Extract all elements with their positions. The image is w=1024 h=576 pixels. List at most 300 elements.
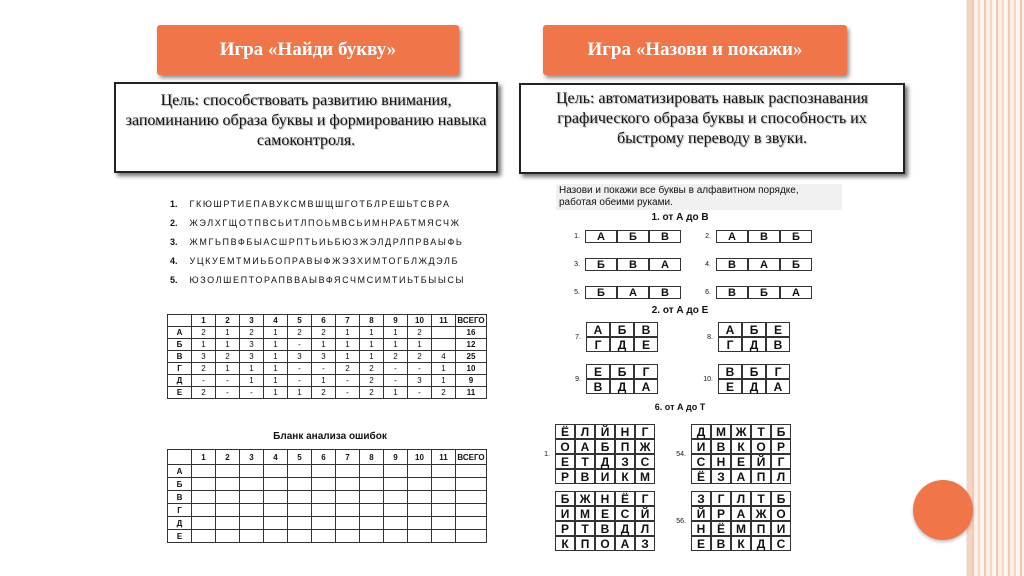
letter-cell: А [748, 258, 780, 271]
letter-row [170, 199, 451, 209]
letter-cell: Й [595, 424, 615, 439]
blank-cell [264, 491, 288, 504]
letter-cell: Г [766, 364, 790, 379]
group-label: 10. [703, 375, 713, 383]
blank-cell [408, 530, 432, 543]
group-label: 1. [544, 450, 550, 458]
blank-cell [264, 465, 288, 478]
letter-cell: Ж [751, 506, 771, 521]
stats-cell: А [168, 327, 192, 339]
letter-cell: З [691, 491, 711, 506]
stats-cell: 1 [264, 363, 288, 375]
letter-cell: Т [575, 521, 595, 536]
stats-cell: - [240, 387, 264, 399]
group-cells [585, 258, 681, 271]
group-grid [691, 424, 791, 484]
letter-cell: Р [555, 469, 575, 484]
letter-cell: Й [691, 506, 711, 521]
blank-cell [456, 491, 487, 504]
letter-cell: В [634, 322, 658, 337]
stats-header-cell: 4 [264, 315, 288, 327]
blank-header-cell: 4 [264, 450, 288, 465]
blank-cell [240, 517, 264, 530]
group-grid [691, 491, 791, 551]
letter-cell: Б [555, 491, 575, 506]
blank-cell [408, 491, 432, 504]
blank-cell [360, 517, 384, 530]
stats-cell: - [216, 387, 240, 399]
letter-row [170, 275, 465, 285]
letter-group-1 [697, 258, 812, 271]
blank-cell [288, 491, 312, 504]
letter-cell: С [771, 536, 791, 551]
letter-cell: Д [751, 536, 771, 551]
blank-cell [456, 504, 487, 517]
blank-cell [360, 478, 384, 491]
letter-cell: С [691, 454, 711, 469]
stats-cell: 1 [360, 339, 384, 351]
blank-cell [336, 504, 360, 517]
stats-cell: 2 [192, 363, 216, 375]
blank-cell [336, 517, 360, 530]
blank-cell [384, 517, 408, 530]
blank-cell [312, 504, 336, 517]
stats-cell: 3 [240, 351, 264, 363]
blank-header-cell: 3 [240, 450, 264, 465]
letter-cell: Н [615, 424, 635, 439]
stats-cell: 2 [432, 387, 456, 399]
letter-cell: Ж [635, 439, 655, 454]
stats-cell: 2 [312, 387, 336, 399]
letter-cell: М [575, 506, 595, 521]
blank-cell [360, 491, 384, 504]
stats-cell: 1 [264, 387, 288, 399]
stats-cell: - [336, 387, 360, 399]
stats-cell: 2 [288, 327, 312, 339]
stats-cell: 1 [336, 327, 360, 339]
blank-cell [384, 465, 408, 478]
blank-cell [264, 504, 288, 517]
letter-cell: Г [771, 454, 791, 469]
letter-cell: В [586, 379, 610, 394]
stats-cell: 2 [336, 363, 360, 375]
letter-cell: А [617, 286, 649, 299]
letter-cell: В [617, 258, 649, 271]
stats-cell: В [168, 351, 192, 363]
blank-cell [384, 491, 408, 504]
letter-cell: В [718, 364, 742, 379]
stats-cell: 1 [384, 387, 408, 399]
stats-cell: 3 [288, 351, 312, 363]
letter-row [170, 256, 459, 266]
blank-header-cell: 2 [216, 450, 240, 465]
letter-cell: К [615, 469, 635, 484]
stats-cell: 1 [312, 339, 336, 351]
stats-cell: 1 [408, 339, 432, 351]
stats-cell: 11 [456, 387, 487, 399]
stats-row [168, 375, 487, 387]
blank-cell [288, 517, 312, 530]
blank-header-cell: 7 [336, 450, 360, 465]
stats-cell: - [384, 375, 408, 387]
letter-cell: Г [635, 424, 655, 439]
right-title-text: Игра «Назови и покажи» [587, 39, 803, 60]
blank-row-label: А [168, 465, 192, 478]
blank-row [168, 491, 487, 504]
blank-row [168, 530, 487, 543]
blank-header-cell: 8 [360, 450, 384, 465]
group-label: 7. [575, 333, 581, 341]
letter-cell: И [691, 439, 711, 454]
letter-cell: В [649, 230, 681, 243]
stats-cell: 1 [288, 387, 312, 399]
group-grid [555, 424, 655, 484]
letter-cell: Р [771, 439, 791, 454]
letter-group-3 [672, 491, 791, 551]
group-cells [716, 230, 812, 243]
stats-cell: 2 [192, 327, 216, 339]
letter-cell: В [575, 469, 595, 484]
stats-header-cell: 1 [192, 315, 216, 327]
blank-cell [408, 478, 432, 491]
blank-row-label: Е [168, 530, 192, 543]
letter-cell: К [731, 536, 751, 551]
letter-cell: Й [751, 454, 771, 469]
stats-cell: 1 [216, 327, 240, 339]
letter-cell: Е [634, 337, 658, 352]
group-cells [716, 258, 812, 271]
letter-cell: Ё [615, 491, 635, 506]
row-letters: ЖЭЛХГЩОТПВСЬИТЛПОЬМВСЬИМНРАБТМЯСЧЖ [189, 218, 461, 228]
group-label: 54. [676, 450, 686, 458]
letter-cell: А [731, 506, 751, 521]
blank-cell [216, 530, 240, 543]
letter-group-1 [697, 286, 812, 299]
blank-cell [360, 504, 384, 517]
letter-cell: В [595, 521, 615, 536]
blank-row-label: Г [168, 504, 192, 517]
letter-cell: Б [610, 364, 634, 379]
stats-header-cell: 2 [216, 315, 240, 327]
stats-cell: - [288, 375, 312, 387]
blank-cell [432, 517, 456, 530]
letter-cell: А [766, 379, 790, 394]
letter-cell: М [731, 521, 751, 536]
section-1: 1. от А до В [651, 212, 709, 223]
row-number: 3. [170, 237, 178, 247]
blank-header-cell: ВСЕГО [456, 450, 487, 465]
blank-cell [456, 478, 487, 491]
row-letters: ГКЮШРТИЕПАВУКСМВШЩШГОТБЛРЕШЬТСВРА [189, 199, 451, 209]
row-number: 4. [170, 256, 178, 266]
blank-header-cell: 10 [408, 450, 432, 465]
letter-group-3 [536, 491, 655, 551]
blank-cell [288, 478, 312, 491]
letter-cell: А [634, 379, 658, 394]
letter-cell: П [751, 469, 771, 484]
stats-cell: 1 [240, 375, 264, 387]
letter-row [170, 237, 463, 247]
stats-cell: 1 [312, 375, 336, 387]
letter-cell: Г [586, 337, 610, 352]
letter-cell: И [771, 521, 791, 536]
letter-row [170, 218, 461, 228]
letter-cell: В [716, 286, 748, 299]
blank-cell [264, 530, 288, 543]
blank-cell [360, 530, 384, 543]
nav-circle-button[interactable] [913, 480, 973, 540]
letter-group-2 [699, 322, 790, 352]
group-label: 9. [575, 375, 581, 383]
blank-cell [216, 504, 240, 517]
group-grid [718, 364, 790, 394]
instruction: Назови и покажи все буквы в алфавитном порядке, работая обеими руками. [556, 184, 842, 210]
stats-row [168, 387, 487, 399]
stats-cell: 2 [384, 351, 408, 363]
blank-table [167, 449, 487, 543]
decor-stripes [972, 0, 1024, 576]
letter-cell: Б [610, 322, 634, 337]
letter-cell: Е [586, 364, 610, 379]
blank-cell [432, 465, 456, 478]
letter-cell: А [731, 469, 751, 484]
stats-cell: - [408, 363, 432, 375]
letter-cell: Ё [555, 424, 575, 439]
letter-cell: Б [742, 364, 766, 379]
stats-row [168, 363, 487, 375]
stats-cell: 1 [264, 351, 288, 363]
blank-cell [216, 517, 240, 530]
blank-header-cell: 5 [288, 450, 312, 465]
blank-cell [336, 478, 360, 491]
letter-cell: П [575, 536, 595, 551]
group-label: 1. [574, 233, 580, 240]
group-label: 8. [707, 333, 713, 341]
blank-row [168, 517, 487, 530]
letter-cell: Т [575, 454, 595, 469]
blank-cell [408, 517, 432, 530]
stats-cell: 2 [216, 351, 240, 363]
letter-cell: Г [718, 337, 742, 352]
stats-cell: 3 [240, 339, 264, 351]
letter-cell: Й [635, 506, 655, 521]
blank-cell [456, 530, 487, 543]
blank-header-cell: 9 [384, 450, 408, 465]
stats-cell: 2 [360, 375, 384, 387]
letter-cell: В [748, 230, 780, 243]
letter-group-2 [567, 364, 658, 394]
stats-cell: 1 [264, 327, 288, 339]
stats-cell: 16 [456, 327, 487, 339]
letter-group-1 [566, 230, 681, 243]
stats-table [167, 314, 487, 399]
group-cells [585, 230, 681, 243]
stats-cell: 12 [456, 339, 487, 351]
group-grid [555, 491, 655, 551]
letter-cell: Б [585, 286, 617, 299]
letter-cell: Е [595, 506, 615, 521]
letter-cell: М [711, 424, 731, 439]
letter-cell: Д [742, 379, 766, 394]
letter-cell: С [635, 454, 655, 469]
blank-cell [264, 478, 288, 491]
letter-group-1 [566, 258, 681, 271]
group-label: 4. [705, 261, 711, 268]
letter-cell: Г [635, 491, 655, 506]
blank-cell [456, 465, 487, 478]
letter-cell: В [711, 536, 731, 551]
letter-cell: Р [555, 521, 575, 536]
left-title-text: Игра «Найди букву» [219, 39, 397, 60]
letter-cell: О [751, 439, 771, 454]
stats-cell: 1 [360, 327, 384, 339]
group-grid [718, 322, 790, 352]
left-title [157, 25, 459, 75]
letter-cell: Б [771, 424, 791, 439]
group-label: 3. [574, 261, 580, 268]
blank-row [168, 465, 487, 478]
blank-cell [432, 504, 456, 517]
letter-cell: О [595, 536, 615, 551]
letter-cell: Д [742, 337, 766, 352]
letter-cell: О [771, 506, 791, 521]
letter-cell: Н [711, 454, 731, 469]
stats-cell: 2 [312, 327, 336, 339]
letter-cell: Б [742, 322, 766, 337]
letter-cell: Л [731, 491, 751, 506]
letter-cell: Т [751, 491, 771, 506]
stats-cell: - [312, 363, 336, 375]
stats-cell: Е [168, 387, 192, 399]
blank-header-cell: 1 [192, 450, 216, 465]
letter-group-1 [566, 286, 681, 299]
letter-cell: Т [751, 424, 771, 439]
letter-cell: З [711, 469, 731, 484]
letter-cell: Б [595, 439, 615, 454]
blank-cell [432, 530, 456, 543]
letter-group-2 [699, 364, 790, 394]
blank-cell [312, 491, 336, 504]
stats-cell: 1 [216, 339, 240, 351]
group-label: 5. [574, 289, 580, 296]
stats-cell: 1 [432, 375, 456, 387]
letter-cell: Д [610, 337, 634, 352]
stats-cell: Г [168, 363, 192, 375]
stats-cell: 1 [336, 351, 360, 363]
stats-header-cell: 10 [408, 315, 432, 327]
stats-row [168, 351, 487, 363]
blank-cell [408, 465, 432, 478]
stats-cell: 3 [192, 351, 216, 363]
group-cells [716, 286, 812, 299]
letter-cell: Ж [575, 491, 595, 506]
stats-cell: 1 [216, 363, 240, 375]
blank-cell [240, 478, 264, 491]
letter-cell: М [635, 469, 655, 484]
blank-cell [192, 504, 216, 517]
blank-cell [384, 530, 408, 543]
stats-header-cell: 7 [336, 315, 360, 327]
letter-cell: Д [595, 454, 615, 469]
right-title [543, 25, 847, 75]
letter-cell: Е [691, 536, 711, 551]
letter-cell: Е [555, 454, 575, 469]
blank-header-cell [168, 450, 192, 465]
letter-cell: Д [610, 379, 634, 394]
letter-cell: Н [595, 491, 615, 506]
letter-group-2 [567, 322, 658, 352]
blank-cell [192, 491, 216, 504]
stats-header-cell [168, 315, 192, 327]
letter-cell: А [615, 536, 635, 551]
stats-cell: 2 [360, 363, 384, 375]
letter-cell: С [615, 506, 635, 521]
right-goal: Цель: автоматизировать навык распознавания графического образа буквы и способность их быстрому переводу в звуки. [519, 83, 905, 174]
letter-cell: Г [634, 364, 658, 379]
stats-header-cell: 8 [360, 315, 384, 327]
blank-cell [336, 491, 360, 504]
group-grid [586, 364, 658, 394]
stats-row [168, 327, 487, 339]
stats-cell: Д [168, 375, 192, 387]
letter-cell: А [718, 322, 742, 337]
stats-header-cell: 11 [432, 315, 456, 327]
letter-cell: Н [691, 521, 711, 536]
blank-cell [240, 491, 264, 504]
blank-cell [216, 491, 240, 504]
letter-group-3 [672, 424, 791, 484]
stats-cell: 2 [408, 351, 432, 363]
blank-cell [360, 465, 384, 478]
stats-cell: 3 [312, 351, 336, 363]
letter-cell: Е [718, 379, 742, 394]
letter-cell: Б [780, 230, 812, 243]
letter-cell: Р [711, 506, 731, 521]
letter-cell: З [635, 536, 655, 551]
blank-cell [240, 504, 264, 517]
letter-cell: Б [748, 286, 780, 299]
blank-cell [312, 517, 336, 530]
letter-cell: В [649, 286, 681, 299]
letter-group-3 [536, 424, 655, 484]
stats-cell: 2 [360, 387, 384, 399]
blank-cell [312, 465, 336, 478]
letter-cell: Б [617, 230, 649, 243]
letter-cell: П [615, 439, 635, 454]
blank-cell [384, 504, 408, 517]
blank-cell [216, 465, 240, 478]
stats-cell: - [384, 363, 408, 375]
blank-cell [288, 465, 312, 478]
stats-cell: 10 [456, 363, 487, 375]
blank-header-row [168, 450, 487, 465]
letter-cell: А [575, 439, 595, 454]
letter-cell: А [586, 322, 610, 337]
row-number: 2. [170, 218, 178, 228]
letter-cell: Б [780, 258, 812, 271]
letter-cell: А [585, 230, 617, 243]
blank-cell [456, 517, 487, 530]
row-letters: ЖМГЬПВФБЫАСШРПТЬИЬБЮЗЖЭЛДРЛПРВАЫФЬ [189, 237, 464, 247]
letter-cell: В [716, 258, 748, 271]
letter-cell: Ё [711, 521, 731, 536]
blank-cell [312, 478, 336, 491]
stats-cell: 1 [240, 363, 264, 375]
stats-cell: 1 [264, 339, 288, 351]
stats-header-cell: 3 [240, 315, 264, 327]
letter-cell: О [555, 439, 575, 454]
stats-cell: - [288, 339, 312, 351]
